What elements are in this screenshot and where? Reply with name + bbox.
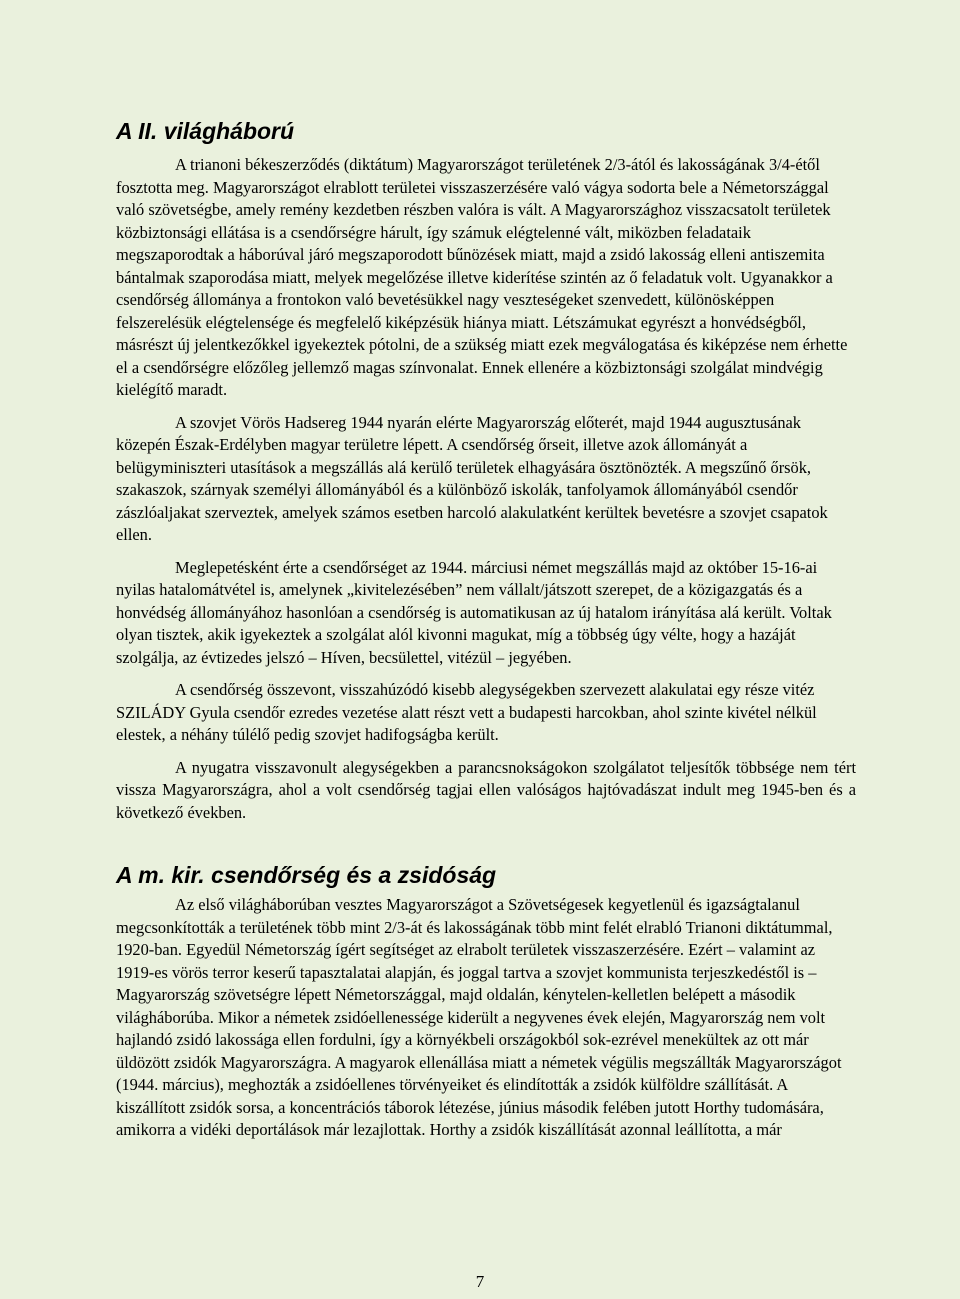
paragraph: A trianoni békeszerződés (diktátum) Magyarországot területének 2/3-ától és lakosságának 3/4-étől fosztotta meg. Magyarországot elrablott területei visszaszerzésére való vágya sodorta bele a Németországgal való szövetségbe, amely remény kezdetben részben valóra is vált. A Magyarországhoz visszacsatolt területek közbiztonsági ellátása is a csendőrségre hárult, így számuk elégtelenné vált, miközben feladataik megszaporodtak a háborúval járó megszaporodott bűnözések miatt, majd a zsidó lakosság elleni antiszemita bántalmak szaporodása miatt, melyek megelőzése illetve kiderítése szintén az ő feladatuk volt. Ugyanakkor a csendőrség állománya a frontokon való bevetésükkel nagy veszteségeket szenvedett, különösképpen felszerelésük elégtelensége és megfelelő kiképzésük hiánya miatt. Létszámukat egyrészt a honvédségből, másrészt új jelentkezőkkel igyekeztek pótolni, de a szükség miatt ezek megválogatása és kiképzése nem érhette el a csendőrségre előzőleg jellemző magas színvonalat. Ennek ellenére a közbiztonsági szolgálat mindvégig kielégítő maradt. [116,155,848,399]
section-title-ww2: A II. világháború [116,118,295,144]
section-title-gendarmerie-jewry: A m. kir. csendőrség és a zsidóság [116,862,497,888]
paragraph: Meglepetésként érte a csendőrséget az 1944. márciusi német megszállás majd az október 15-16-ai nyilas hatalomátvétel is, amelynek „kivitelezésében” nem vállalt/játszott szerepet, de a közigazgatás és a honvédség állományához hasonlóan a csendőrség is automatikusan az új hatalom irányítása alá került. Voltak olyan tisztek, akik igyekeztek a szolgálat alól kivonni magukat, míg a többség úgy vélte, hogy a hazáját szolgálja, az évtizedes jelszó – Híven, becsülettel, vitézül – jegyében. [116,557,832,667]
paragraph: A nyugatra visszavonult alegységekben a parancsnokságokon szolgálatot teljesítők többsége nem tért vissza Magyarországra, ahol a volt csendőrség tagjai ellen valóságos hajtóvadászat indult meg 1945-ben és a következő években. [116,757,856,822]
document-page [116,116,856,1152]
page-number: 7 [475,1272,485,1291]
paragraph: A szovjet Vörös Hadsereg 1944 nyarán elérte Magyarország előterét, majd 1944 augusztusának közepén Észak-Erdélyben magyar területre lépett. A csendőrség őrseit, illetve azok állományát a belügyminiszteri utasítások a megszállás alá kerülő területek elhagyására ösztönözték. A megszűnő őrsök, szakaszok, szárnyak személyi állományából és a különböző iskolák, tanfolyamok állományából csendőr zászlóaljakat szerveztek, amelyek számos esetben harcoló alakulatként kerültek bevetésre a szovjet csapatok ellen. [116,412,828,544]
paragraph: Az első világháborúban vesztes Magyarországot a Szövetségesek kegyetlenül és igazságtalanul megcsonkították a területének több mint 2/3-át és lakosságának több mint felét elrabló Trianoni diktátummal, 1920-ban. Egyedül Németország ígért segítséget az elrabolt területek visszaszerzésére. Ezért – valamint az 1919-es vörös terror keserű tapasztalatai alapján, és joggal tartva a szovjet kommunista terjeszkedéstől is – Magyarország szövetségre lépett Németországgal, majd oldalán, kénytelen-kelletlen belépett a második világháborúba. Mikor a németek zsidóellenessége kiderült a negyvenes évek elején, Magyarország nem volt hajlandó zsidó lakossága ellen fordulni, így a környékbeli országokból sok-ezrével menekültek az ott már üldözött zsidók Magyarországra. A magyarok ellenállása miatt a németek végülis megszállták Magyarországot (1944. március), meghozták a zsidóellenes törvényeiket és elindították a zsidók külföldre szállítását. A kiszállított zsidók sorsa, a koncentrációs táborok létezése, június második felében jutott Horthy tudomására, amikorra a vidéki deportálások már lezajlottak. Horthy a zsidók kiszállítását azonnal leállította, a már [116,895,842,1139]
paragraph: A csendőrség összevont, visszahúzódó kisebb alegységekben szervezett alakulatai egy része vitéz SZILÁDY Gyula csendőr ezredes vezetése alatt részt vett a budapesti harcokban, ahol szinte kivétel nélkül elestek, a néhány túlélő pedig szovjet hadifogságba került. [116,680,817,744]
